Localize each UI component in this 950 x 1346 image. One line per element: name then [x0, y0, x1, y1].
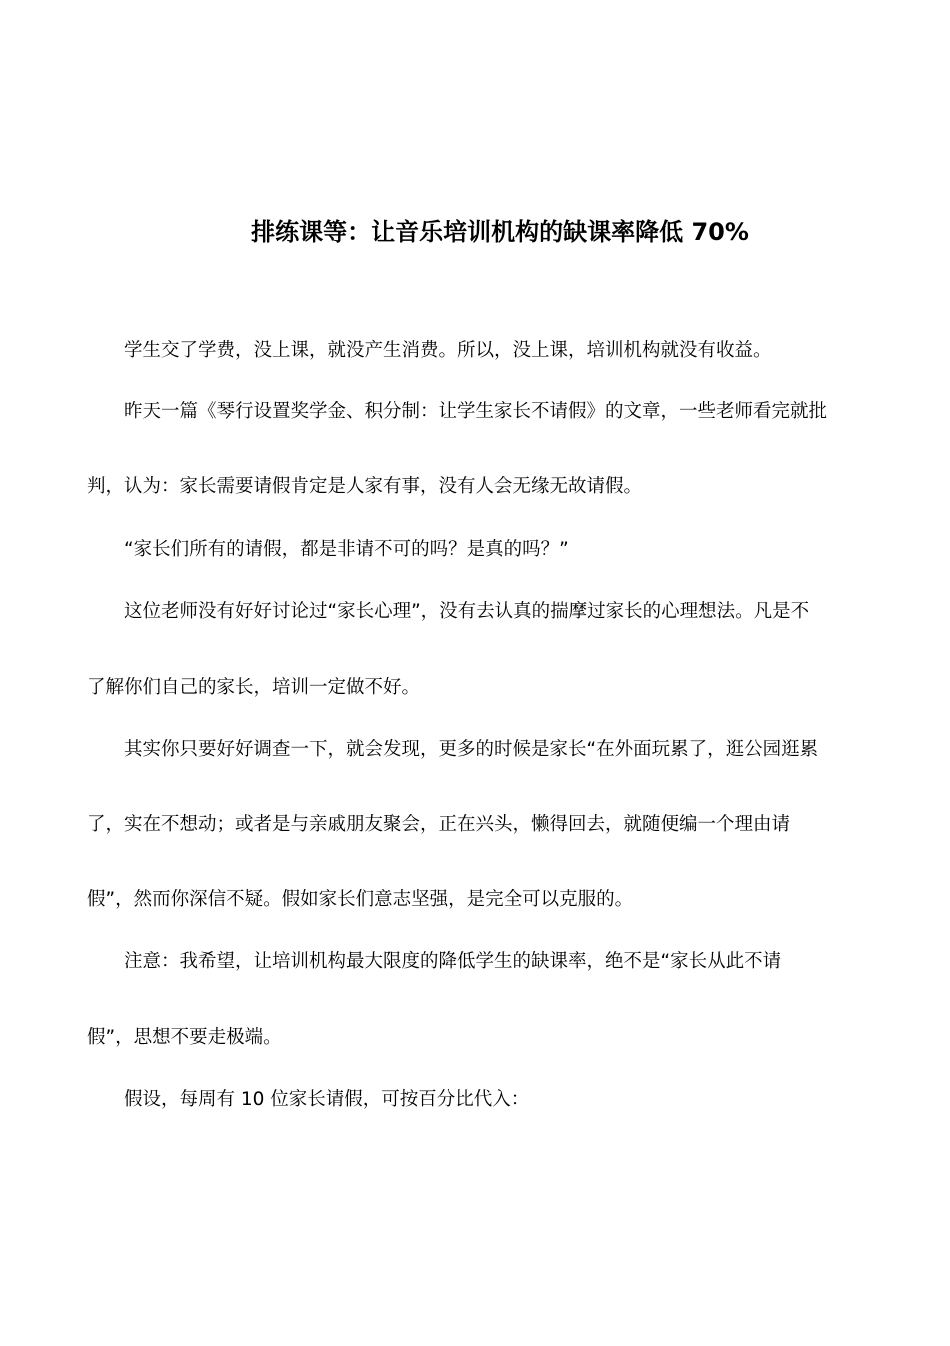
paragraph-line: 昨天一篇《琴行设置奖学金、积分制：让学生家长不请假》的文章，一些老师看完就批: [124, 401, 828, 422]
paragraph-line: 注意：我希望，让培训机构最大限度的降低学生的缺课率，绝不是“家长从此不请: [124, 951, 782, 972]
paragraph-line: 了解你们自己的家长，培训一定做不好。: [87, 677, 421, 698]
paragraph-line: 判，认为：家长需要请假肯定是人家有事，没有人会无缘无故请假。: [87, 476, 643, 497]
paragraph-line: 这位老师没有好好讨论过“家长心理”，没有去认真的揣摩过家长的心理想法。凡是不: [124, 601, 810, 622]
document-title: 排练课等：让音乐培训机构的缺课率降低 70%: [251, 218, 749, 247]
paragraph-line: 假设，每周有 10 位家长请假，可按百分比代入：: [124, 1089, 530, 1110]
paragraph-line: 其实你只要好好调查一下，就会发现，更多的时候是家长“在外面玩累了，逛公园逛累: [124, 739, 819, 760]
paragraph-line: 了，实在不想动；或者是与亲戚朋友聚会，正在兴头，懒得回去，就随便编一个理由请: [87, 814, 791, 835]
paragraph-line: 假”，然而你深信不疑。假如家长们意志坚强，是完全可以克服的。: [87, 889, 634, 910]
paragraph-line: 学生交了学费，没上课，就没产生消费。所以，没上课，培训机构就没有收益。: [124, 340, 772, 361]
paragraph-line: 假”，思想不要走极端。: [87, 1027, 282, 1048]
paragraph-line: “家长们所有的请假，都是非请不可的吗？是真的吗？”: [124, 539, 569, 560]
